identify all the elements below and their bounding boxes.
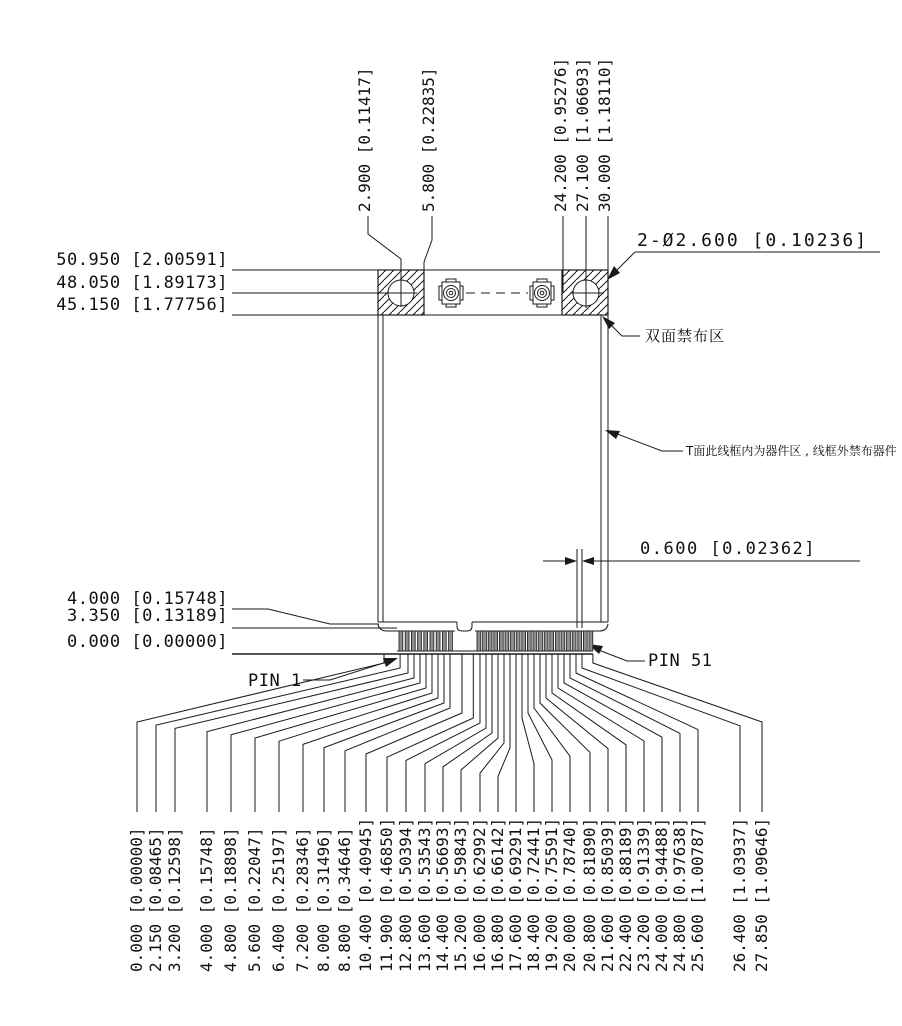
dim-top-1: 2.900 [0.11417]	[355, 67, 374, 212]
dim-top-5: 30.000 [1.18110]	[595, 57, 614, 212]
gold-finger	[550, 631, 554, 651]
pin-position-label: 25.600 [1.00787]	[688, 817, 707, 972]
leader-5800	[424, 216, 432, 315]
pin1-leader	[303, 661, 390, 680]
pin-position-label: 13.600 [0.53543]	[415, 817, 434, 972]
component-note-leader	[612, 432, 683, 451]
gold-finger	[544, 631, 548, 651]
pin-position-label: 3.200 [0.12598]	[165, 827, 184, 972]
gold-finger	[522, 631, 526, 651]
pin-position-label: 12.800 [0.50394]	[396, 817, 415, 972]
pin-leader-line	[540, 654, 590, 812]
pin51-leader	[596, 649, 645, 661]
gold-finger	[578, 631, 582, 651]
rf-connector-1	[439, 279, 463, 307]
gold-finger	[494, 631, 498, 651]
pin-position-label: 20.800 [0.81890]	[580, 817, 599, 972]
pin-leader-line	[593, 654, 762, 812]
rf-connector-flange-left	[530, 286, 533, 300]
gold-finger	[533, 631, 537, 651]
gold-finger	[436, 631, 440, 651]
gold-finger	[449, 631, 453, 651]
gold-finger	[488, 631, 492, 651]
pin-position-label: 2.150 [0.08465]	[146, 827, 165, 972]
rf-connector-flange-left	[439, 286, 442, 300]
dim-left-1: 50.950 [2.00591]	[56, 250, 228, 270]
pin-position-label: 17.600 [0.69291]	[506, 817, 525, 972]
pin1-label: PIN 1	[248, 671, 302, 691]
pin-position-label: 4.000 [0.15748]	[197, 827, 216, 972]
gold-finger	[589, 631, 593, 651]
rf-connector-2	[530, 279, 554, 307]
dim-top-2: 5.800 [0.22835]	[419, 67, 438, 212]
pin-fanout-group	[127, 631, 771, 972]
rf-connector-tab-bottom	[537, 304, 547, 307]
dim-top-4: 27.100 [1.06693]	[573, 57, 592, 212]
pin-leader-line	[425, 654, 486, 812]
gold-finger	[483, 631, 487, 651]
gold-finger	[511, 631, 515, 651]
gold-finger	[399, 631, 403, 651]
pin-position-label: 21.600 [0.85039]	[598, 817, 617, 972]
edge-dim-arrow-right-pointing	[565, 557, 577, 565]
pin-position-label: 8.000 [0.31496]	[314, 827, 333, 972]
pin-position-label: 11.900 [0.46850]	[377, 817, 396, 972]
gold-finger	[418, 631, 422, 651]
pin-position-label: 7.200 [0.28346]	[293, 827, 312, 972]
component-area-note-text: T面此线框内为器件区 , 线框外禁布器件	[686, 444, 897, 458]
pin-position-label: 19.200 [0.75591]	[542, 817, 561, 972]
hole-callout-text: 2-Ø2.600 [0.10236]	[637, 230, 869, 251]
rf-connector-tab-top	[446, 279, 456, 282]
gold-finger	[561, 631, 565, 651]
pin-position-label: 16.800 [0.66142]	[488, 817, 507, 972]
pin-position-label: 22.400 [0.88189]	[616, 817, 635, 972]
gold-finger	[567, 631, 571, 651]
pin-position-label: 10.400 [0.40945]	[356, 817, 375, 972]
rf-connector-tab-top	[537, 279, 547, 282]
dim-left-3: 45.150 [1.77756]	[56, 295, 228, 315]
gold-finger	[505, 631, 509, 651]
keepout-note-text: 双面禁布区	[645, 327, 726, 345]
pin-position-label: 23.200 [0.91339]	[634, 817, 653, 972]
gold-finger	[405, 631, 409, 651]
pin1-arrowhead	[383, 658, 398, 667]
edge-dim-arrow-left-pointing	[582, 557, 594, 565]
gold-finger	[499, 631, 503, 651]
rf-connector-flange-right	[551, 286, 554, 300]
pin-position-label: 15.200 [0.59843]	[451, 817, 470, 972]
gold-finger	[442, 631, 446, 651]
dim-bottom-left-2: 3.350 [0.13189]	[66, 606, 228, 626]
gold-finger	[516, 631, 520, 651]
gold-finger	[430, 631, 434, 651]
connector-shoulder-right	[593, 624, 608, 631]
pin-leader-line	[582, 654, 740, 812]
gold-finger	[539, 631, 543, 651]
pin-position-label: 20.000 [0.78740]	[560, 817, 579, 972]
hole-callout-arrowhead	[607, 266, 620, 280]
pin51-label: PIN 51	[648, 651, 713, 671]
pin-position-label: 6.400 [0.25197]	[269, 827, 288, 972]
pin-position-label: 16.000 [0.62992]	[470, 817, 489, 972]
dim-left-2: 48.050 [1.89173]	[56, 273, 228, 293]
dim-bottom-left-1: 4.000 [0.15748]	[66, 589, 228, 609]
pin-position-label: 27.850 [1.09646]	[752, 817, 771, 972]
pin-position-label: 24.000 [0.94488]	[652, 817, 671, 972]
dim-bottom-left-3: 0.000 [0.00000]	[66, 632, 228, 652]
gold-finger	[477, 631, 481, 651]
gold-finger	[572, 631, 576, 651]
pin-position-label: 4.800 [0.18898]	[221, 827, 240, 972]
pin-leader-line	[564, 654, 662, 812]
pin-position-label: 24.800 [0.97638]	[670, 817, 689, 972]
pin-position-label: 0.000 [0.00000]	[127, 827, 146, 972]
pin-position-label: 8.800 [0.34646]	[335, 827, 354, 972]
rf-connector-tab-bottom	[446, 304, 456, 307]
edge-dim-text: 0.600 [0.02362]	[640, 539, 817, 559]
pin-leader-line	[546, 654, 608, 812]
gold-finger	[555, 631, 559, 651]
pin-position-label: 26.400 [1.03937]	[730, 817, 749, 972]
gold-finger	[411, 631, 415, 651]
gold-finger	[424, 631, 428, 651]
pin-position-label: 18.400 [0.72441]	[524, 817, 543, 972]
rf-connector-flange-right	[460, 286, 463, 300]
pin-position-label: 5.600 [0.22047]	[245, 827, 264, 972]
component-note-arrowhead	[605, 430, 620, 439]
dim-top-3: 24.200 [0.95276]	[551, 57, 570, 212]
leader-4000	[232, 609, 379, 624]
gold-finger	[583, 631, 587, 651]
pin-position-label: 14.400 [0.56693]	[433, 817, 452, 972]
edge-connector-notch	[457, 622, 472, 631]
gold-finger	[527, 631, 531, 651]
pin-leader-line	[279, 654, 432, 812]
